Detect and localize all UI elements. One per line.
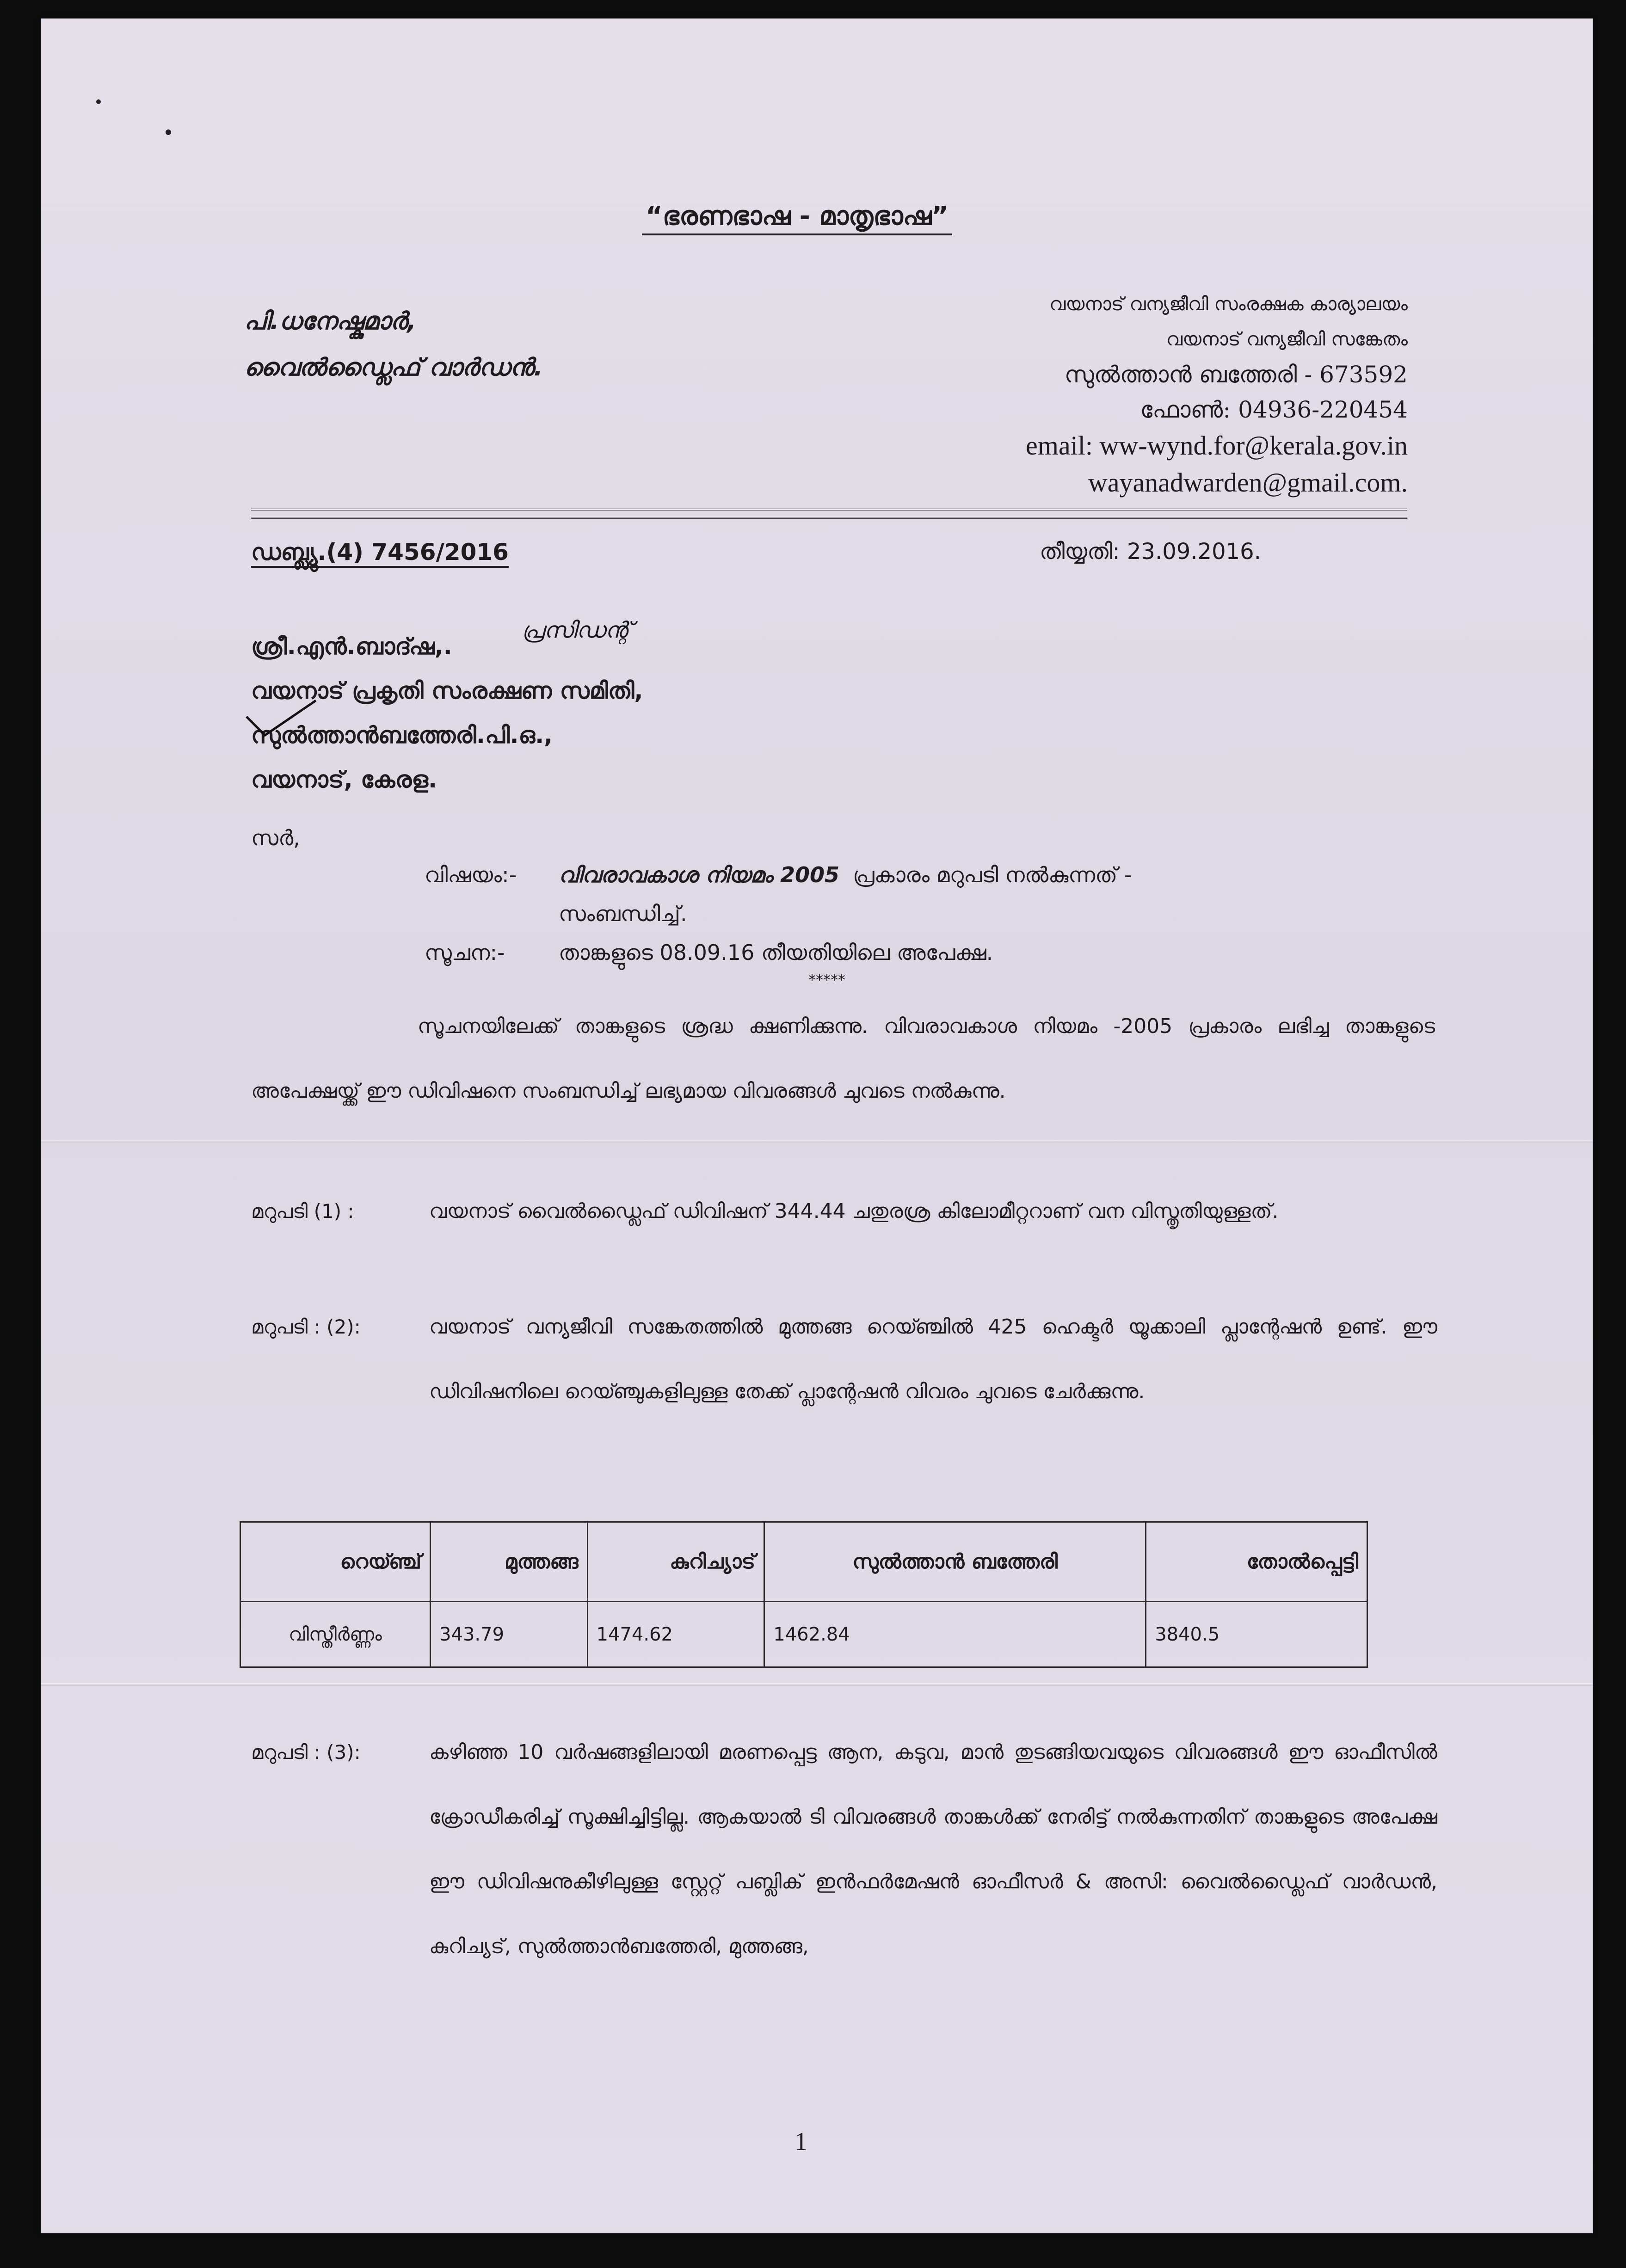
table-header: റെയ്ഞ്ച് xyxy=(240,1522,431,1602)
paper-mark xyxy=(96,99,101,104)
table-header: സുൽത്താൻ ബത്തേരി xyxy=(764,1522,1146,1602)
recipient-line: വയനാട്, കേരള. xyxy=(251,766,437,793)
motto-heading: “ഭരണഭാഷ - മാതൃഭാഷ” xyxy=(642,201,952,235)
reference-label: സൂചന:- xyxy=(425,940,505,965)
reference-text: താങ്കളുടെ 08.09.16 തീയതിയിലെ അപേക്ഷ. xyxy=(559,940,993,965)
office-email: email: ww-wynd.for@kerala.gov.in xyxy=(1026,430,1408,461)
plantation-table xyxy=(240,1521,1368,1668)
subject-block xyxy=(425,855,1132,972)
subject-text-line2: സംബന്ധിച്ച്. xyxy=(559,901,687,926)
paper-mark xyxy=(166,129,171,135)
recipient-line: സുൽത്താൻബത്തേരി.പി.ഒ., xyxy=(251,722,553,749)
answer-2-label: മറുപടി : (2): xyxy=(251,1315,361,1338)
table-cell: 1462.84 xyxy=(764,1602,1146,1667)
office-phone: ഫോൺ: 04936-220454 xyxy=(1140,396,1408,423)
intro-paragraph: സൂചനയിലേക്ക് താങ്കളുടെ ശ്രദ്ധ ക്ഷണിക്കുന്നു. വിവരാവകാശ നിയമം -2005 പ്രകാരം ലഭിച്ച താങ്കളുടെ അപേക്ഷയ്ക്ക് ഈ ഡിവിഷനെ സംബന്ധിച്ച് ലഭ്യമായ വിവരങ്ങൾ ചുവടെ നൽകുന്നു. xyxy=(251,1014,1435,1103)
separator-stars: ***** xyxy=(808,971,845,989)
subject-label: വിഷയം:- xyxy=(425,862,517,887)
office-line: സുൽത്താൻ ബത്തേരി - 673592 xyxy=(1064,361,1408,388)
office-address xyxy=(1026,287,1408,501)
table-row xyxy=(240,1602,1367,1667)
handwritten-note: പ്രസിഡന്റ് xyxy=(522,617,631,643)
sender-name: പി.ധനേഷ്കുമാർ, xyxy=(244,307,417,335)
page-number: 1 xyxy=(795,2127,807,2156)
checkmark-icon xyxy=(244,698,318,740)
fold-line xyxy=(41,1683,1593,1686)
sender-designation: വൈൽഡ്ലൈഫ് വാർഡൻ. xyxy=(244,354,543,381)
table-header: തോൽപ്പെട്ടി xyxy=(1146,1522,1367,1602)
table-cell: വിസ്തീർണ്ണം xyxy=(240,1602,431,1667)
sender-block xyxy=(244,298,543,391)
recipient-line: ശ്രീ.എൻ.ബാദ്ഷ,. xyxy=(251,633,452,660)
subject-text: പ്രകാരം മറുപടി നൽകുന്നത് - xyxy=(853,862,1132,887)
table-header: മുത്തങ്ങ xyxy=(431,1522,587,1602)
table-header-row xyxy=(240,1522,1367,1602)
table-header: കുറിച്യാട് xyxy=(587,1522,764,1602)
office-line: വയനാട് വന്യജീവി സങ്കേതം xyxy=(1166,329,1408,350)
subject-italic: വിവരാവകാശ നിയമം 2005 xyxy=(559,862,839,887)
answer-1-text: വയനാട് വൈൽഡ്ലൈഫ് ഡിവിഷന് 344.44 ചതുരശ്ര കിലോമീറ്ററാണ് വന വിസ്തൃതിയുള്ളത്. xyxy=(429,1199,1279,1223)
table-cell: 3840.5 xyxy=(1146,1602,1367,1667)
answer-3-text: കഴിഞ്ഞ 10 വർഷങ്ങളിലായി മരണപ്പെട്ട ആന, കടുവ, മാൻ തുടങ്ങിയവയുടെ വിവരങ്ങൾ ഈ ഓഫീസിൽ ക്രോഡീകരിച്ച് സൂക്ഷിച്ചിട്ടില്ല. ആകയാൽ ടി വിവരങ്ങൾ താങ്കൾക്ക് നേരിട്ട് നൽകുന്നതിന് താങ്കളുടെ അപേക്ഷ ഈ ഡിവിഷനുകീഴിലുള്ള സ്റ്റേറ്റ് പബ്ലിക് ഇൻഫർമേഷൻ ഓഫീസർ & അസി: വൈൽഡ്ലൈഫ് വാർഡൻ, കുറിച്യട്, സുൽത്താൻബത്തേരി, മുത്തങ്ങ, xyxy=(429,1740,1437,1958)
answer-2-text: വയനാട് വന്യജീവി സങ്കേതത്തിൽ മുത്തങ്ങ റെയ്ഞ്ചിൽ 425 ഹെക്ടർ യൂക്കാലി പ്ലാന്റേഷൻ ഉണ്ട്. ഈ ഡിവിഷനിലെ റെയ്ഞ്ചുകളിലുള്ള തേക്ക് പ്ലാന്റേഷൻ വിവരം ചുവടെ ചേർക്കുന്നു. xyxy=(429,1315,1437,1403)
recipient-line: വയനാട് പ്രകൃതി സംരക്ഷണ സമിതി, xyxy=(251,677,643,704)
office-email: wayanadwarden@gmail.com. xyxy=(1088,467,1408,498)
answer-1-label: മറുപടി (1) : xyxy=(251,1200,354,1223)
salutation: സർ, xyxy=(251,825,300,850)
fold-line xyxy=(41,1140,1593,1143)
table-cell: 1474.62 xyxy=(587,1602,764,1667)
table-cell: 343.79 xyxy=(431,1602,587,1667)
letter-date: തീയ്യതി: 23.09.2016. xyxy=(1040,539,1261,565)
answer-3-label: മറുപടി : (3): xyxy=(251,1741,361,1764)
letter-page xyxy=(41,18,1593,2233)
reference-number: ഡബ്ല്യു.(4) 7456/2016 xyxy=(251,539,509,568)
office-line: വയനാട് വന്യജീവി സംരക്ഷക കാര്യാലയം xyxy=(1049,294,1408,315)
header-divider xyxy=(251,509,1407,519)
